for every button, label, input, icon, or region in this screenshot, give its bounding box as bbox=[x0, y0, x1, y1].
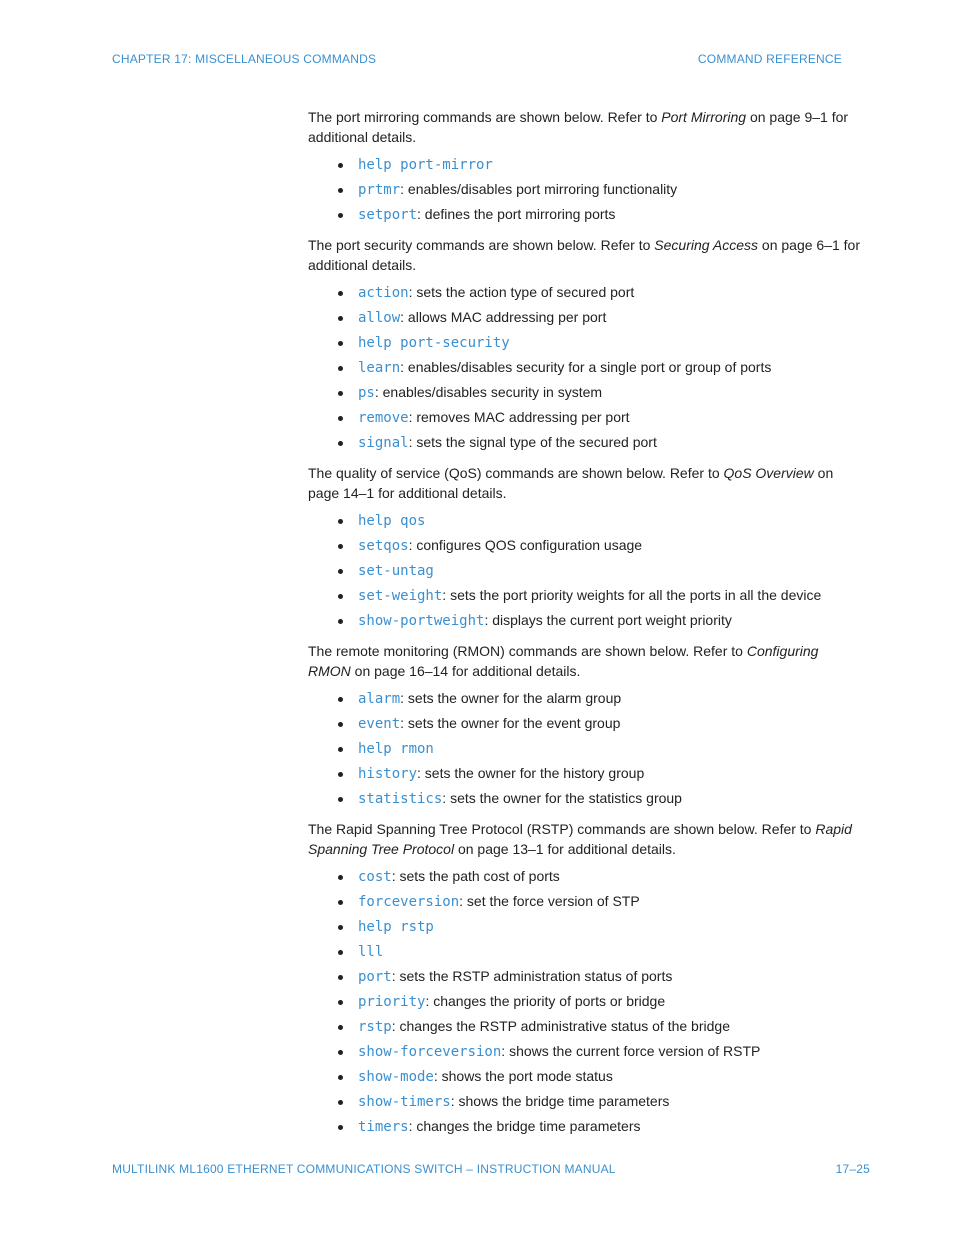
list-item bbox=[338, 786, 860, 811]
command-name: show-timers bbox=[358, 1094, 451, 1110]
list-item bbox=[338, 355, 860, 380]
command-list bbox=[308, 686, 860, 811]
command-description: : defines the port mirroring ports bbox=[417, 206, 616, 222]
list-item bbox=[338, 736, 860, 761]
command-name: priority bbox=[358, 994, 426, 1010]
list-item bbox=[338, 864, 860, 889]
command-name: setqos bbox=[358, 538, 409, 554]
command-name: port bbox=[358, 969, 392, 985]
command-name: show-mode bbox=[358, 1069, 434, 1085]
list-item bbox=[338, 380, 860, 405]
command-description: : changes the RSTP administrative status of the bridge bbox=[391, 1018, 730, 1034]
intro-text: on page 9–1 for additional details. bbox=[308, 109, 849, 145]
command-description: : shows the bridge time parameters bbox=[450, 1093, 670, 1109]
command-name: event bbox=[358, 716, 401, 732]
command-description: : removes MAC addressing per port bbox=[408, 409, 630, 425]
command-name: help rmon bbox=[358, 741, 434, 757]
command-description: : sets the path cost of ports bbox=[391, 868, 560, 884]
command-description: : sets the owner for the alarm group bbox=[400, 690, 622, 706]
command-name: setport bbox=[358, 207, 418, 223]
command-description: : configures QOS configuration usage bbox=[408, 537, 643, 553]
command-description: : sets the RSTP administration status of ports bbox=[391, 968, 673, 984]
command-description: : sets the action type of secured port bbox=[408, 284, 635, 300]
command-description: : enables/disables security in system bbox=[374, 384, 603, 400]
list-item bbox=[338, 914, 860, 939]
intro-text: on page 16–14 for additional details. bbox=[350, 663, 581, 679]
command-name: show-forceversion bbox=[358, 1044, 502, 1060]
command-list bbox=[308, 508, 860, 633]
list-item bbox=[338, 533, 860, 558]
command-name: lll bbox=[358, 944, 384, 960]
command-name: help port-security bbox=[358, 335, 510, 351]
intro-reference-title: Securing Access bbox=[654, 237, 759, 253]
list-item bbox=[338, 177, 860, 202]
list-item bbox=[338, 1014, 860, 1039]
command-name: action bbox=[358, 285, 409, 301]
command-name: alarm bbox=[358, 691, 401, 707]
section-intro bbox=[308, 819, 860, 859]
intro-reference-title: Rapid Spanning Tree Protocol bbox=[308, 821, 852, 857]
command-description: : sets the owner for the history group bbox=[417, 765, 645, 781]
intro-text: on page 6–1 for additional details. bbox=[308, 237, 861, 273]
command-name: timers bbox=[358, 1119, 409, 1135]
intro-text: The quality of service (QoS) commands are shown below. Refer to bbox=[308, 465, 724, 481]
command-list bbox=[308, 280, 860, 455]
list-item bbox=[338, 1064, 860, 1089]
list-item bbox=[338, 305, 860, 330]
running-header-chapter: CHAPTER 17: MISCELLANEOUS COMMANDS bbox=[112, 52, 377, 66]
list-item bbox=[338, 939, 860, 964]
intro-reference-title: QoS Overview bbox=[723, 465, 814, 481]
command-name: show-portweight bbox=[358, 613, 485, 629]
list-item bbox=[338, 889, 860, 914]
list-item bbox=[338, 989, 860, 1014]
command-description: : changes the priority of ports or bridge bbox=[425, 993, 666, 1009]
list-item bbox=[338, 964, 860, 989]
command-name: allow bbox=[358, 310, 401, 326]
list-item bbox=[338, 508, 860, 533]
command-description: : shows the current force version of RSTP bbox=[501, 1043, 761, 1059]
command-description: : enables/disables security for a single port or group of ports bbox=[400, 359, 772, 375]
running-footer-title: MULTILINK ML1600 ETHERNET COMMUNICATIONS SWITCH – INSTRUCTION MANUAL bbox=[112, 1162, 616, 1176]
list-item bbox=[338, 686, 860, 711]
section-intro bbox=[308, 235, 860, 275]
command-name: set-weight bbox=[358, 588, 443, 604]
intro-text: on page 13–1 for additional details. bbox=[454, 841, 676, 857]
command-name: remove bbox=[358, 410, 409, 426]
list-item bbox=[338, 405, 860, 430]
command-description: : shows the port mode status bbox=[433, 1068, 613, 1084]
command-name: statistics bbox=[358, 791, 443, 807]
page-number: 17–25 bbox=[835, 1162, 870, 1176]
command-description: : sets the port priority weights for all the ports in all the device bbox=[442, 587, 822, 603]
list-item bbox=[338, 761, 860, 786]
intro-text: The port mirroring commands are shown below. Refer to bbox=[308, 109, 662, 125]
command-name: help rstp bbox=[358, 919, 434, 935]
command-name: history bbox=[358, 766, 418, 782]
list-item bbox=[338, 583, 860, 608]
intro-text: The remote monitoring (RMON) commands are shown below. Refer to bbox=[308, 643, 747, 659]
command-description: : changes the bridge time parameters bbox=[408, 1118, 641, 1134]
section-intro bbox=[308, 463, 860, 503]
command-list bbox=[308, 864, 860, 1139]
command-description: : sets the owner for the statistics group bbox=[442, 790, 682, 806]
list-item bbox=[338, 152, 860, 177]
intro-text: The Rapid Spanning Tree Protocol (RSTP) commands are shown below. Refer to bbox=[308, 821, 816, 837]
command-description: : displays the current port weight priority bbox=[484, 612, 732, 628]
intro-reference-title: Configuring RMON bbox=[308, 643, 819, 679]
command-name: help qos bbox=[358, 513, 426, 529]
command-description: : sets the owner for the event group bbox=[400, 715, 621, 731]
command-list bbox=[308, 152, 860, 227]
list-item bbox=[338, 430, 860, 455]
intro-text: on page 14–1 for additional details. bbox=[308, 465, 834, 501]
running-header-section: COMMAND REFERENCE bbox=[697, 52, 842, 66]
list-item bbox=[338, 280, 860, 305]
list-item bbox=[338, 1039, 860, 1064]
section-intro bbox=[308, 107, 860, 147]
list-item bbox=[338, 711, 860, 736]
list-item bbox=[338, 1114, 860, 1139]
page-content bbox=[308, 107, 860, 1147]
list-item bbox=[338, 202, 860, 227]
command-name: ps bbox=[358, 385, 375, 401]
command-description: : enables/disables port mirroring functionality bbox=[400, 181, 678, 197]
list-item bbox=[338, 330, 860, 355]
command-name: forceversion bbox=[358, 894, 460, 910]
intro-text: The port security commands are shown below. Refer to bbox=[308, 237, 655, 253]
command-name: signal bbox=[358, 435, 409, 451]
command-description: : set the force version of STP bbox=[459, 893, 640, 909]
section-intro bbox=[308, 641, 860, 681]
list-item bbox=[338, 608, 860, 633]
command-name: learn bbox=[358, 360, 401, 376]
command-name: set-untag bbox=[358, 563, 434, 579]
list-item bbox=[338, 1089, 860, 1114]
command-description: : allows MAC addressing per port bbox=[400, 309, 607, 325]
command-name: help port-mirror bbox=[358, 157, 493, 173]
list-item bbox=[338, 558, 860, 583]
command-name: rstp bbox=[358, 1019, 392, 1035]
command-description: : sets the signal type of the secured port bbox=[408, 434, 657, 450]
command-name: cost bbox=[358, 869, 392, 885]
intro-reference-title: Port Mirroring bbox=[661, 109, 747, 125]
command-name: prtmr bbox=[358, 182, 401, 198]
